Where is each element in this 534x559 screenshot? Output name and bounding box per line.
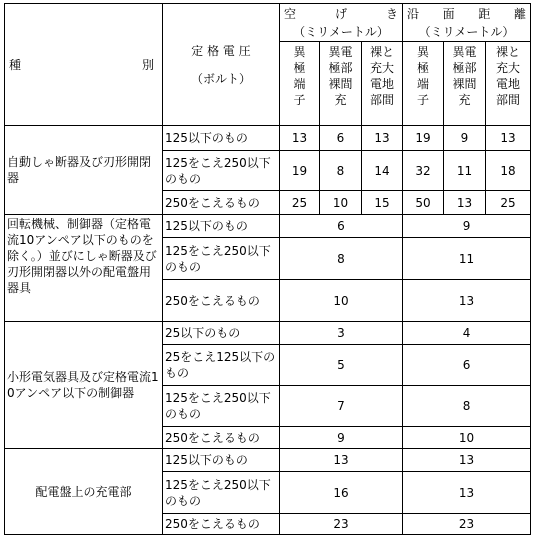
cell-value: 25 — [486, 191, 531, 215]
cell-value: 19 — [403, 126, 444, 151]
header-air-gap-char: 空 — [284, 6, 297, 21]
cell-value: 13 — [280, 126, 320, 151]
cell-value: 50 — [403, 191, 444, 215]
row-kind-switchboard-apparatus: 回転機械、制御器（定格電流10アンペア以下のものを除く。）並びにしゃ断器及び刃形開閉器以外の配電盤用器具 — [5, 215, 163, 322]
row-voltage: 125以下のもの — [163, 126, 280, 151]
table-row — [5, 126, 531, 151]
cell-value: 18 — [486, 151, 531, 191]
header-voltage — [163, 4, 280, 126]
header-kind — [5, 4, 163, 126]
cell-air-gap: 16 — [280, 472, 403, 514]
cell-value: 9 — [444, 126, 486, 151]
header-creepage-unit: （ミリメートル） — [403, 24, 531, 42]
clearance-table — [4, 3, 531, 535]
cell-air-gap: 7 — [280, 386, 403, 427]
cell-creepage: 8 — [403, 386, 531, 427]
clearance-table-document — [4, 3, 530, 556]
header-voltage-unit: （ボルト） — [190, 71, 251, 86]
subheader-air-pole-terminal: 異 極 端 子 — [280, 42, 320, 126]
cell-creepage: 13 — [403, 472, 531, 514]
cell-value: 13 — [444, 191, 486, 215]
cell-air-gap: 8 — [280, 238, 403, 280]
cell-value: 25 — [280, 191, 320, 215]
cell-air-gap: 3 — [280, 322, 403, 345]
cell-value: 19 — [280, 151, 320, 191]
cell-value: 15 — [362, 191, 403, 215]
subheader-creep-live-parts: 異電 極部 裸間 充 — [444, 42, 486, 126]
row-voltage: 250をこえるもの — [163, 427, 280, 449]
cell-creepage: 6 — [403, 345, 531, 386]
row-voltage: 125をこえ250以下のもの — [163, 386, 280, 427]
cell-air-gap: 10 — [280, 280, 403, 322]
cell-creepage: 23 — [403, 514, 531, 535]
header-kind-char: 種 — [9, 57, 22, 72]
cell-air-gap: 9 — [280, 427, 403, 449]
header-air-gap-unit: （ミリメートル） — [280, 24, 403, 42]
cell-creepage: 11 — [403, 238, 531, 280]
row-voltage: 125以下のもの — [163, 215, 280, 238]
row-voltage: 250をこえるもの — [163, 514, 280, 535]
table-row — [5, 215, 531, 238]
header-kind-char: 別 — [141, 57, 154, 72]
cell-creepage: 10 — [403, 427, 531, 449]
cell-creepage: 13 — [403, 280, 531, 322]
header-air-gap — [280, 4, 403, 24]
cell-value: 13 — [362, 126, 403, 151]
cell-air-gap: 13 — [280, 449, 403, 472]
row-voltage: 125をこえ250以下のもの — [163, 238, 280, 280]
cell-value: 8 — [320, 151, 362, 191]
header-creepage — [403, 4, 531, 24]
cell-air-gap: 23 — [280, 514, 403, 535]
subheader-air-live-parts: 異電 極部 裸間 充 — [320, 42, 362, 126]
row-voltage: 25以下のもの — [163, 322, 280, 345]
header-air-gap-char: げ — [334, 6, 347, 21]
cell-value: 14 — [362, 151, 403, 191]
row-voltage: 125をこえ250以下のもの — [163, 472, 280, 514]
header-voltage-label: 定 格 電 圧 — [191, 43, 251, 58]
row-voltage: 125以下のもの — [163, 449, 280, 472]
subheader-air-earth: 裸と 充大 電地 部間 — [362, 42, 403, 126]
header-creepage-char: 距 — [478, 6, 491, 21]
cell-value: 6 — [320, 126, 362, 151]
cell-creepage: 4 — [403, 322, 531, 345]
row-voltage: 125をこえ250以下のもの — [163, 151, 280, 191]
cell-value: 32 — [403, 151, 444, 191]
cell-value: 11 — [444, 151, 486, 191]
table-row — [5, 449, 531, 472]
header-creepage-char: 面 — [442, 6, 455, 21]
cell-air-gap: 5 — [280, 345, 403, 386]
cell-air-gap: 6 — [280, 215, 403, 238]
row-kind-small-appliances: 小形電気器具及び定格電流10アンペア以下の制御器 — [5, 322, 163, 449]
table-row — [5, 322, 531, 345]
cell-value: 10 — [320, 191, 362, 215]
cell-creepage: 9 — [403, 215, 531, 238]
header-creepage-char: 沿 — [407, 6, 420, 21]
row-voltage: 250をこえるもの — [163, 280, 280, 322]
row-voltage: 250をこえるもの — [163, 191, 280, 215]
cell-value: 13 — [486, 126, 531, 151]
subheader-creep-earth: 裸と 充大 電地 部間 — [486, 42, 531, 126]
header-creepage-char: 離 — [513, 6, 526, 21]
header-air-gap-char: き — [385, 6, 398, 21]
row-kind-breakers: 自動しゃ断器及び刃形開閉器 — [5, 126, 163, 215]
cell-creepage: 13 — [403, 449, 531, 472]
row-kind-switchboard-live-parts: 配電盤上の充電部 — [5, 449, 163, 535]
row-voltage: 25をこえ125以下のもの — [163, 345, 280, 386]
subheader-creep-pole-terminal: 異 極 端 子 — [403, 42, 444, 126]
